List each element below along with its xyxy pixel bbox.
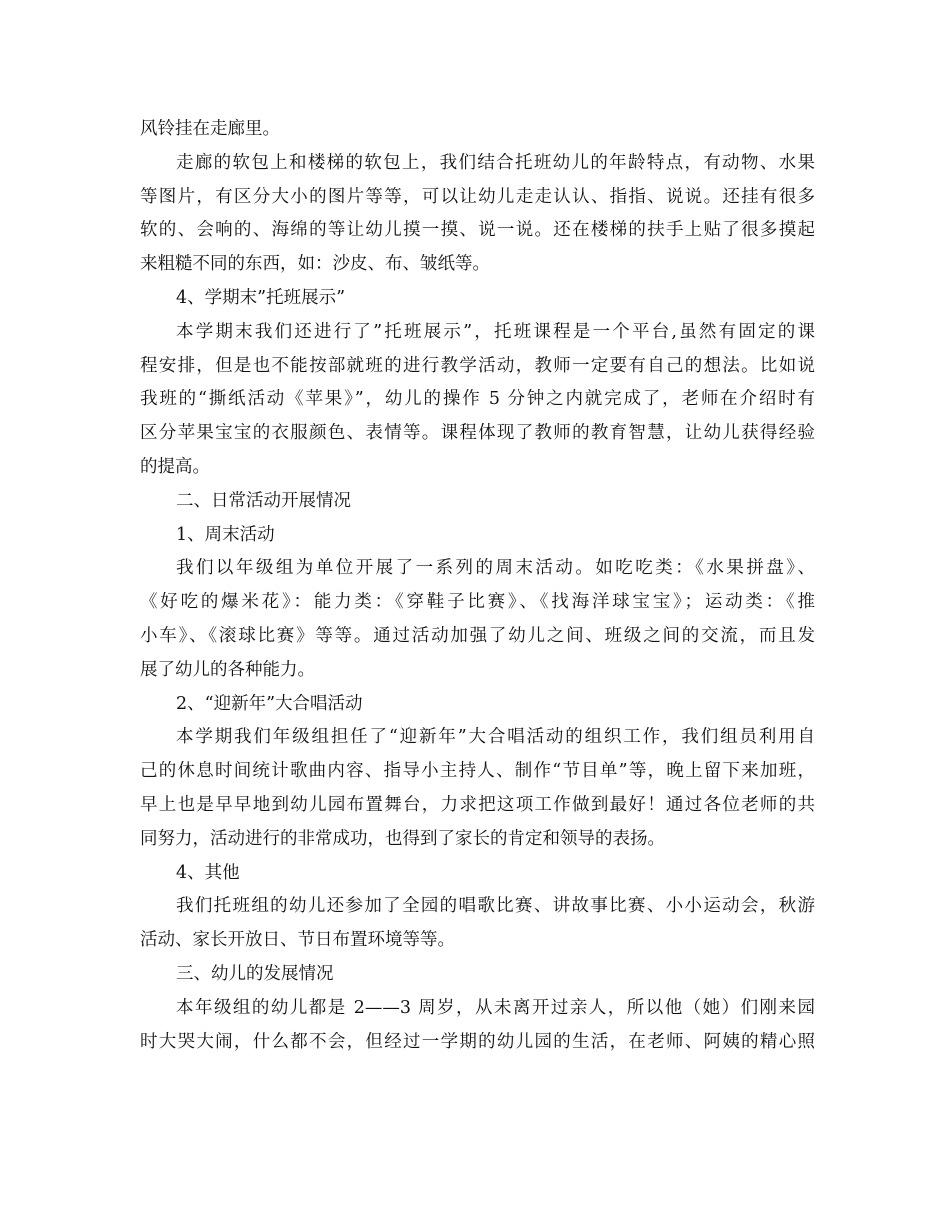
text-line: 走廊的软包上和楼梯的软包上，我们结合托班幼儿的年龄特点，有动物、水果: [176, 152, 815, 173]
text-line: 同努力，活动进行的非常成功，也得到了家长的肯定和领导的表扬。: [140, 828, 665, 849]
section-heading: 1、周末活动: [176, 524, 275, 545]
text-line: 我班的“撕纸活动《苹果》”，幼儿的操作 5 分钟之内就完成了，老师在介绍时有: [140, 389, 815, 410]
text-line: 风铃挂在走廊里。: [140, 119, 280, 139]
section-heading: 二、日常活动开展情况: [176, 490, 351, 511]
text-line: 《好吃的爆米花》：能力类：《穿鞋子比赛》、《找海洋球宝宝》；运动类：《推: [140, 592, 815, 613]
section-heading: 4、其他: [176, 862, 240, 883]
text-line: 己的休息时间统计歌曲内容、指导小主持人、制作“节目单”等，晚上留下来加班，: [140, 761, 815, 782]
section-heading: 三、幼儿的发展情况: [176, 963, 334, 984]
text-line: 软的、会响的、海绵的等让幼儿摸一摸、说一说。还在楼梯的扶手上贴了很多摸起: [140, 220, 815, 241]
section-heading: 4、学期末”托班展示”: [176, 287, 346, 308]
text-line: 本年级组的幼儿都是 2——3 周岁，从未离开过亲人，所以他（她）们刚来园: [176, 997, 815, 1018]
text-line: 早上也是早早地到幼儿园布置舞台，力求把这项工作做到最好！通过各位老师的共: [140, 794, 815, 815]
document-body: [140, 113, 815, 1059]
section-heading: 2、“迎新年”大合唱活动: [176, 693, 363, 714]
text-line: 等图片，有区分大小的图片等等，可以让幼儿走走认认、指指、说说。还挂有很多: [140, 186, 815, 207]
text-line: 区分苹果宝宝的衣服颜色、表情等。课程体现了教师的教育智慧，让幼儿获得经验: [140, 423, 815, 444]
text-line: 来粗糙不同的东西，如：沙皮、布、皱纸等。: [140, 254, 490, 275]
text-line: 展了幼儿的各种能力。: [140, 659, 315, 680]
text-line: 小车》、《滚球比赛》等等。通过活动加强了幼儿之间、班级之间的交流，而且发: [140, 625, 815, 646]
text-line: 活动、家长开放日、节日布置环境等等。: [140, 930, 455, 951]
text-line: 时大哭大闹，什么都不会，但经过一学期的幼儿园的生活，在老师、阿姨的精心照: [140, 1031, 815, 1052]
text-line: 我们托班组的幼儿还参加了全园的唱歌比赛、讲故事比赛、小小运动会，秋游: [176, 896, 815, 917]
text-line: 我们以年级组为单位开展了一系列的周末活动。如吃吃类：《水果拼盘》、: [176, 558, 815, 579]
text-line: 本学期我们年级组担任了“迎新年”大合唱活动的组织工作，我们组员利用自: [176, 727, 815, 748]
text-line: 本学期末我们还进行了”托班展示”，托班课程是一个平台,虽然有固定的课: [176, 321, 815, 342]
text-line: 程安排，但是也不能按部就班的进行教学活动，教师一定要有自己的想法。比如说: [140, 355, 815, 376]
text-line: 的提高。: [140, 456, 210, 477]
